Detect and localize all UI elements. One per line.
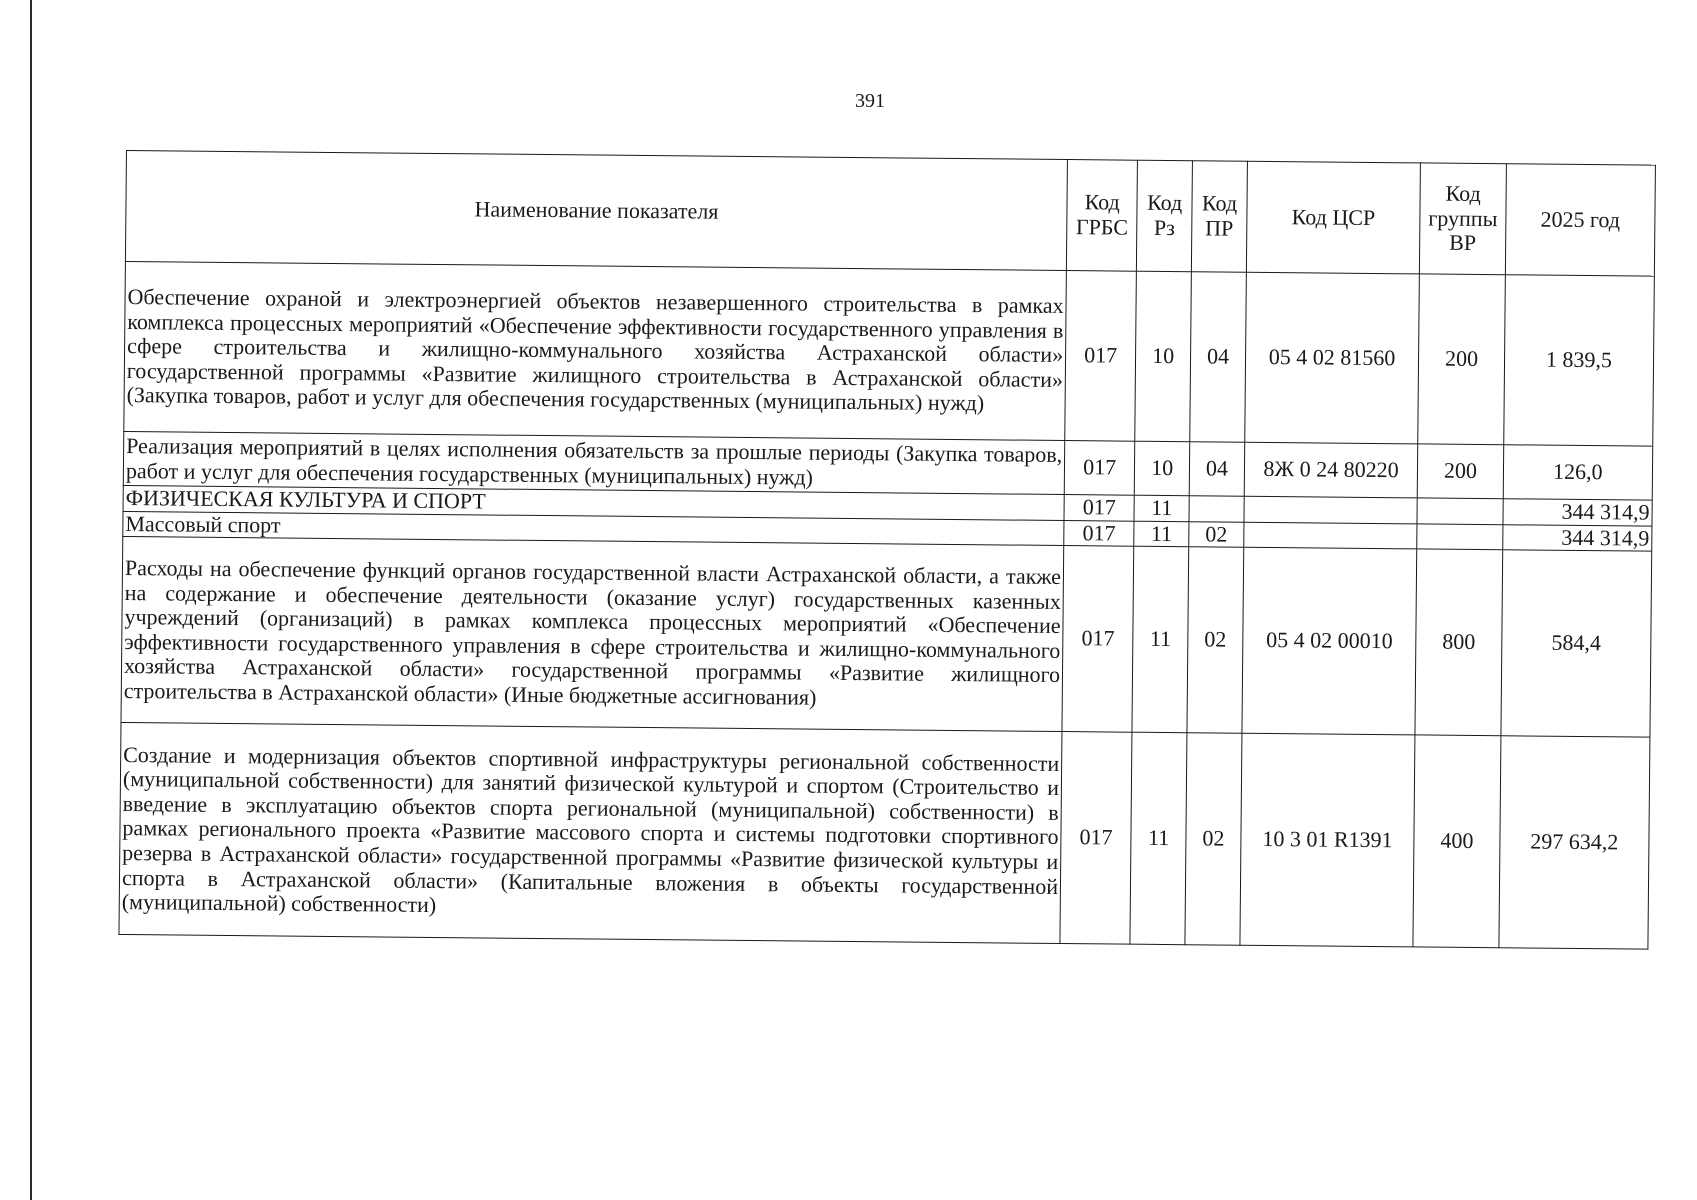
header-rz: Код Рз	[1137, 160, 1193, 272]
row-csr	[1244, 496, 1418, 523]
row-rz: 11	[1134, 521, 1189, 547]
budget-table-container	[118, 150, 1655, 950]
row-rz: 11	[1132, 546, 1189, 733]
header-vr: Код группы ВР	[1420, 163, 1507, 275]
table-row	[121, 537, 1652, 738]
row-grbs: 017	[1064, 441, 1135, 496]
row-grbs: 017	[1064, 495, 1134, 521]
row-amount: 344 314,9	[1503, 499, 1652, 526]
row-name: ФИЗИЧЕСКАЯ КУЛЬТУРА И СПОРТ	[123, 485, 1064, 520]
row-vr: 200	[1418, 274, 1505, 445]
row-vr: 800	[1415, 549, 1502, 736]
row-csr: 05 4 02 00010	[1242, 547, 1417, 735]
row-amount: 1 839,5	[1503, 275, 1654, 446]
row-grbs: 017	[1060, 732, 1132, 945]
table-header-row	[125, 151, 1655, 277]
row-pr: 02	[1187, 547, 1244, 734]
header-csr: Код ЦСР	[1246, 161, 1420, 274]
row-amount: 297 634,2	[1499, 736, 1650, 949]
row-rz: 10	[1134, 441, 1189, 496]
row-rz: 11	[1134, 495, 1189, 521]
row-vr	[1417, 524, 1503, 550]
budget-table	[118, 150, 1655, 950]
row-name: Создание и модернизация объектов спортивной инфраструктуры региональной собственности (муниципальной собственности) для занятий физической культурой и спортом (Строительство и введение в эксплуатацию объектов спорта региональной (муниципальной) собственности) в рамках регионального проекта «Развитие массового спорта и системы подготовки спортивного резерва в Астраханской области» государственной программы «Развитие физической культуры и спорта в Астраханской области» (Капитальные вложения в объекты государственной (муниципальной) собственности)	[119, 723, 1062, 944]
row-vr: 400	[1413, 735, 1501, 948]
row-vr	[1417, 498, 1503, 524]
row-rz: 11	[1130, 732, 1187, 945]
row-grbs: 017	[1065, 271, 1137, 442]
row-amount: 344 314,9	[1502, 524, 1651, 551]
page-number: 391	[855, 90, 885, 112]
row-grbs: 017	[1064, 520, 1134, 546]
header-pr: Код ПР	[1191, 161, 1247, 273]
header-name: Наименование показателя	[125, 151, 1067, 271]
row-csr: 10 3 01 R1391	[1240, 733, 1415, 947]
row-pr	[1189, 496, 1244, 522]
row-name: Расходы на обеспечение функций органов государственной власти Астраханской области, а также на содержание и обеспечение деятельности (оказание услуг) государственных казенных учреждений (организаций) в рамках комплекса процессных мероприятий «Обеспечение эффективности государственного управления в сфере строительства и жилищно-коммунального хозяйства Астраханской области» государственной программы «Развитие жилищного строительства в Астраханской области» (Иные бюджетные ассигнования)	[121, 537, 1064, 732]
row-pr: 04	[1190, 272, 1246, 443]
row-name: Реализация мероприятий в целях исполнения обязательств за прошлые периоды (Закупка товаров, работ и услуг для обеспечения государственных (муниципальных) нужд)	[123, 431, 1065, 494]
row-csr	[1244, 522, 1418, 549]
row-amount: 584,4	[1501, 550, 1652, 737]
row-csr: 8Ж 0 24 80220	[1244, 442, 1418, 498]
header-year: 2025 год	[1505, 164, 1655, 276]
row-vr: 200	[1417, 444, 1503, 499]
row-amount: 126,0	[1503, 445, 1653, 500]
row-pr: 04	[1189, 442, 1244, 497]
row-csr: 05 4 02 81560	[1245, 272, 1420, 444]
row-name: Обеспечение охраной и электроэнергией объектов незавершенного строительства в рамках комплекса процессных мероприятий «Обеспечение эффективности государственного управления в сфере строительства и жилищно-коммунального хозяйства Астраханской области» государственной программы «Развитие жилищного строительства в Астраханской области» (Закупка товаров, работ и услуг для обеспечения государственных (муниципальных) нужд)	[124, 261, 1067, 440]
table-row	[119, 723, 1650, 950]
header-grbs: Код ГРБС	[1066, 160, 1137, 272]
table-row	[124, 261, 1655, 446]
row-pr: 02	[1185, 733, 1242, 946]
binding-margin-line	[30, 0, 32, 1200]
row-grbs: 017	[1062, 546, 1134, 733]
row-name: Массовый спорт	[123, 511, 1064, 546]
row-rz: 10	[1135, 271, 1191, 442]
row-pr: 02	[1189, 521, 1244, 547]
